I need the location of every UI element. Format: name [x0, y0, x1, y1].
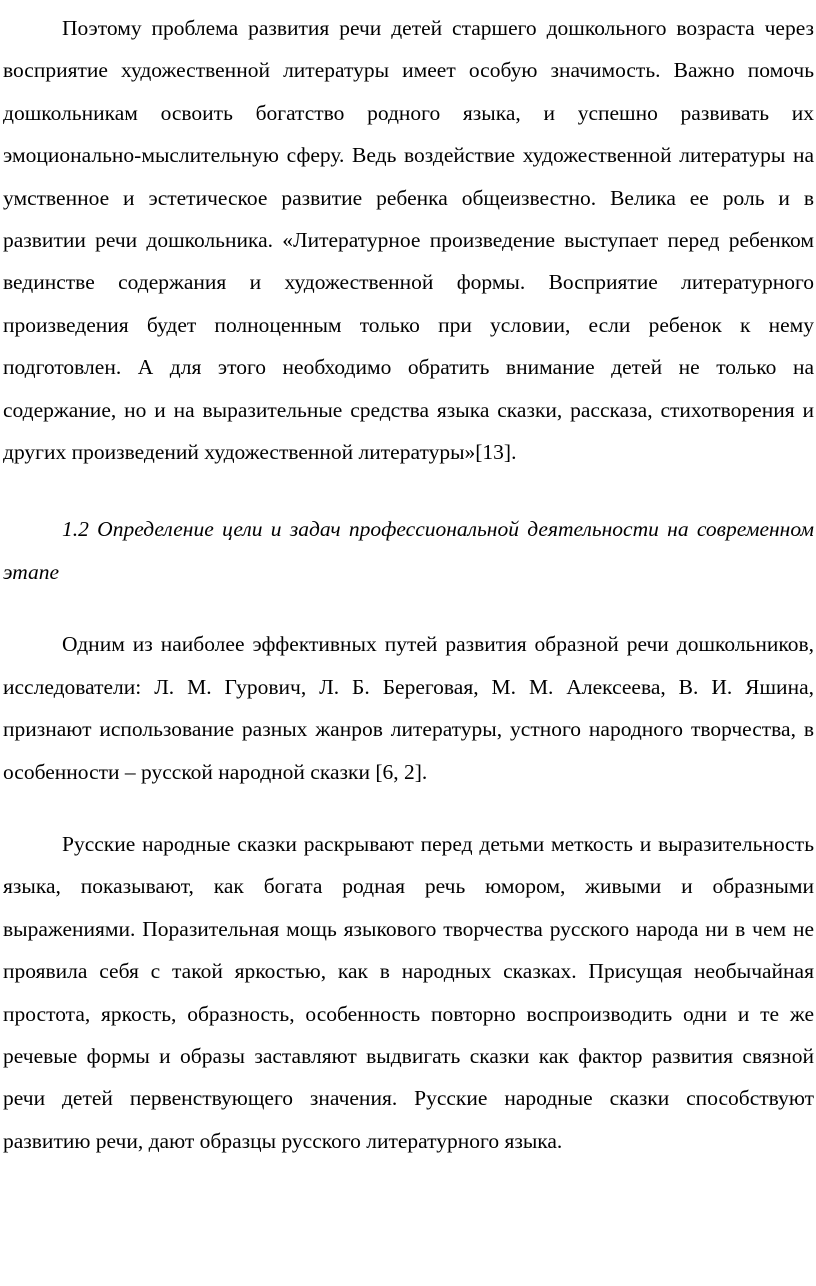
paragraph-researchers: Одним из наиболее эффективных путей развития образной речи дошкольников, исследователи: Л. М. Гурович, Л. Б. Береговая, М. М. Алексеева, В. И. Яшина, признают использование разных жанров литературы, устного народного творчества, в особенности – русской народной сказки [6, 2]. — [3, 632, 814, 784]
paragraph-intro: Поэтому проблема развития речи детей старшего дошкольного возраста через восприятие художественной литературы имеет особую значимость. Важно помочь дошкольникам освоить богатство родного языка, и успешно развивать их эмоционально-мыслительную сферу. Ведь воздействие художественной литературы на умственное и эстетическое развитие ребенка общеизвестно. Велика ее роль и в развитии речи дошкольника. «Литературное произведение выступает перед ребенком вединстве содержания и художественной формы. Восприятие литературного произведения будет полноценным только при условии, если ребенок к нему подготовлен. А для этого необходимо обратить внимание детей не только на содержание, но и на выразительные средства языка сказки, рассказа, стихотворения и других произведений художественной литературы»[13]. — [3, 16, 814, 465]
document-page — [0, 7, 816, 1162]
paragraph-fairy-tales: Русские народные сказки раскрывают перед детьми меткость и выразительность языка, показывают, как богата родная речь юмором, живыми и образными выражениями. Поразительная мощь языкового творчества русского народа ни в чем не проявила себя с такой яркостью, как в народных сказках. Присущая необычайная простота, яркость, образность, особенность повторно воспроизводить одни и те же речевые формы и образы заставляют выдвигать сказки как фактор развития связной речи детей первенствующего значения. Русские народные сказки способствуют развитию речи, дают образцы русского литературного языка. — [3, 831, 814, 1153]
section-heading: 1.2 Определение цели и задач профессиональной деятельности на современном этапе — [3, 517, 814, 584]
